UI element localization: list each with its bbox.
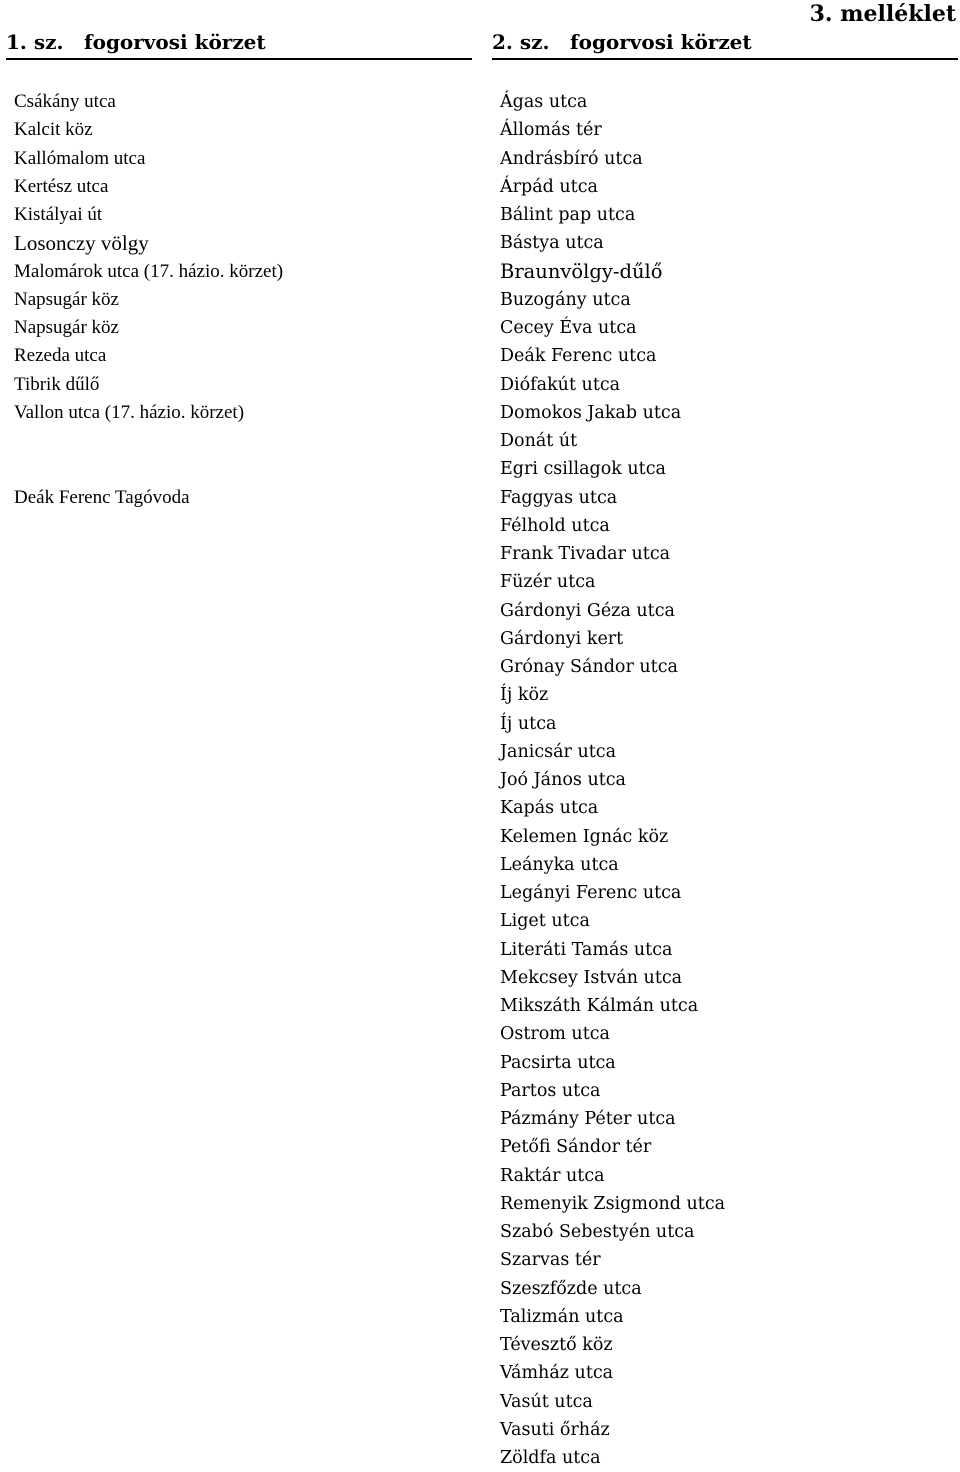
street-item: Íj köz <box>500 685 549 706</box>
street-item: Malomárok utca (17. házio. körzet) <box>14 260 284 282</box>
street-item: Gárdonyi Géza utca <box>500 600 675 621</box>
street-item: Tibrik dűlő <box>14 373 100 395</box>
street-item: Füzér utca <box>500 572 596 593</box>
district-1-header <box>6 26 472 60</box>
street-item: Frank Tivadar utca <box>500 544 671 564</box>
street-item: Vámház utca <box>500 1363 614 1384</box>
street-item: Leányka utca <box>500 854 619 875</box>
street-item: Kalcit köz <box>14 119 93 141</box>
street-item: Íj utca <box>500 713 557 734</box>
street-item: Szarvas tér <box>500 1250 601 1271</box>
street-item: Mekcsey István utca <box>500 967 683 988</box>
street-item: Domokos Jakab utca <box>500 402 682 423</box>
street-item: Partos utca <box>500 1080 601 1101</box>
street-item: Ágas utca <box>500 92 588 112</box>
district-2-header <box>492 26 958 60</box>
street-item: Legányi Ferenc utca <box>500 883 682 903</box>
street-item: Donát út <box>500 431 578 451</box>
street-item: Petőfi Sándor tér <box>500 1137 652 1158</box>
street-item: Szabó Sebestyén utca <box>500 1222 695 1242</box>
annex-label: 3. melléklet <box>809 1 956 27</box>
street-item: Félhold utca <box>500 515 610 536</box>
street-item: Tévesztő köz <box>500 1335 613 1355</box>
street-item: Csákány utca <box>14 91 116 112</box>
street-item: Remenyik Zsigmond utca <box>500 1193 726 1214</box>
district-1-kindergarten: Deák Ferenc Tagóvoda <box>14 487 190 508</box>
street-item: Árpád utca <box>500 176 598 197</box>
street-item: Kistályai út <box>14 204 103 225</box>
street-item: Napsugár köz <box>14 317 119 338</box>
street-item: Kertész utca <box>14 175 109 197</box>
street-item: Diófakút utca <box>500 374 621 395</box>
street-item: Literáti Tamás utca <box>500 939 673 960</box>
street-item: Bástya utca <box>500 233 604 254</box>
street-item: Egri csillagok utca <box>500 459 666 480</box>
street-item: Deák Ferenc utca <box>500 346 657 367</box>
street-item: Joó János utca <box>500 770 626 790</box>
street-item: Zöldfa utca <box>500 1448 601 1468</box>
street-item: Cecey Éva utca <box>500 318 637 338</box>
street-item: Bálint pap utca <box>500 205 636 225</box>
district-1-title: fogorvosi körzet <box>84 30 266 54</box>
street-item: Kelemen Ignác köz <box>500 826 669 847</box>
street-item: Talizmán utca <box>500 1306 624 1327</box>
street-item: Janicsár utca <box>500 741 616 762</box>
district-2-number: 2. sz. <box>492 30 550 54</box>
street-item: Rezeda utca <box>14 345 107 367</box>
street-item: Buzogány utca <box>500 289 631 310</box>
street-item: Napsugár köz <box>14 288 119 310</box>
street-item: Állomás tér <box>500 120 602 141</box>
street-item: Kallómalom utca <box>14 147 146 169</box>
street-item: Szeszfőzde utca <box>500 1278 642 1299</box>
district-2-title: fogorvosi körzet <box>570 30 752 54</box>
street-item: Ostrom utca <box>500 1024 610 1045</box>
street-item: Andrásbíró utca <box>500 148 643 169</box>
street-item: Losonczy völgy <box>14 231 149 256</box>
district-1-street-list <box>14 88 283 427</box>
street-item: Raktár utca <box>500 1165 605 1186</box>
street-item: Faggyas utca <box>500 487 618 508</box>
street-item: Pázmány Péter utca <box>500 1109 676 1129</box>
street-item: Pacsirta utca <box>500 1052 616 1073</box>
district-1-number: 1. sz. <box>6 30 64 54</box>
street-item: Vasút utca <box>500 1391 593 1412</box>
street-item: Liget utca <box>500 911 590 932</box>
street-item: Gárdonyi kert <box>500 628 624 649</box>
street-item: Vallon utca (17. házio. körzet) <box>14 401 245 423</box>
street-item: Mikszáth Kálmán utca <box>500 996 699 1016</box>
street-item: Braunvölgy-dűlő <box>500 259 663 283</box>
street-item: Grónay Sándor utca <box>500 657 678 677</box>
district-2-street-list <box>500 88 725 1472</box>
street-item: Vasuti őrház <box>500 1419 610 1440</box>
street-item: Kapás utca <box>500 798 599 819</box>
